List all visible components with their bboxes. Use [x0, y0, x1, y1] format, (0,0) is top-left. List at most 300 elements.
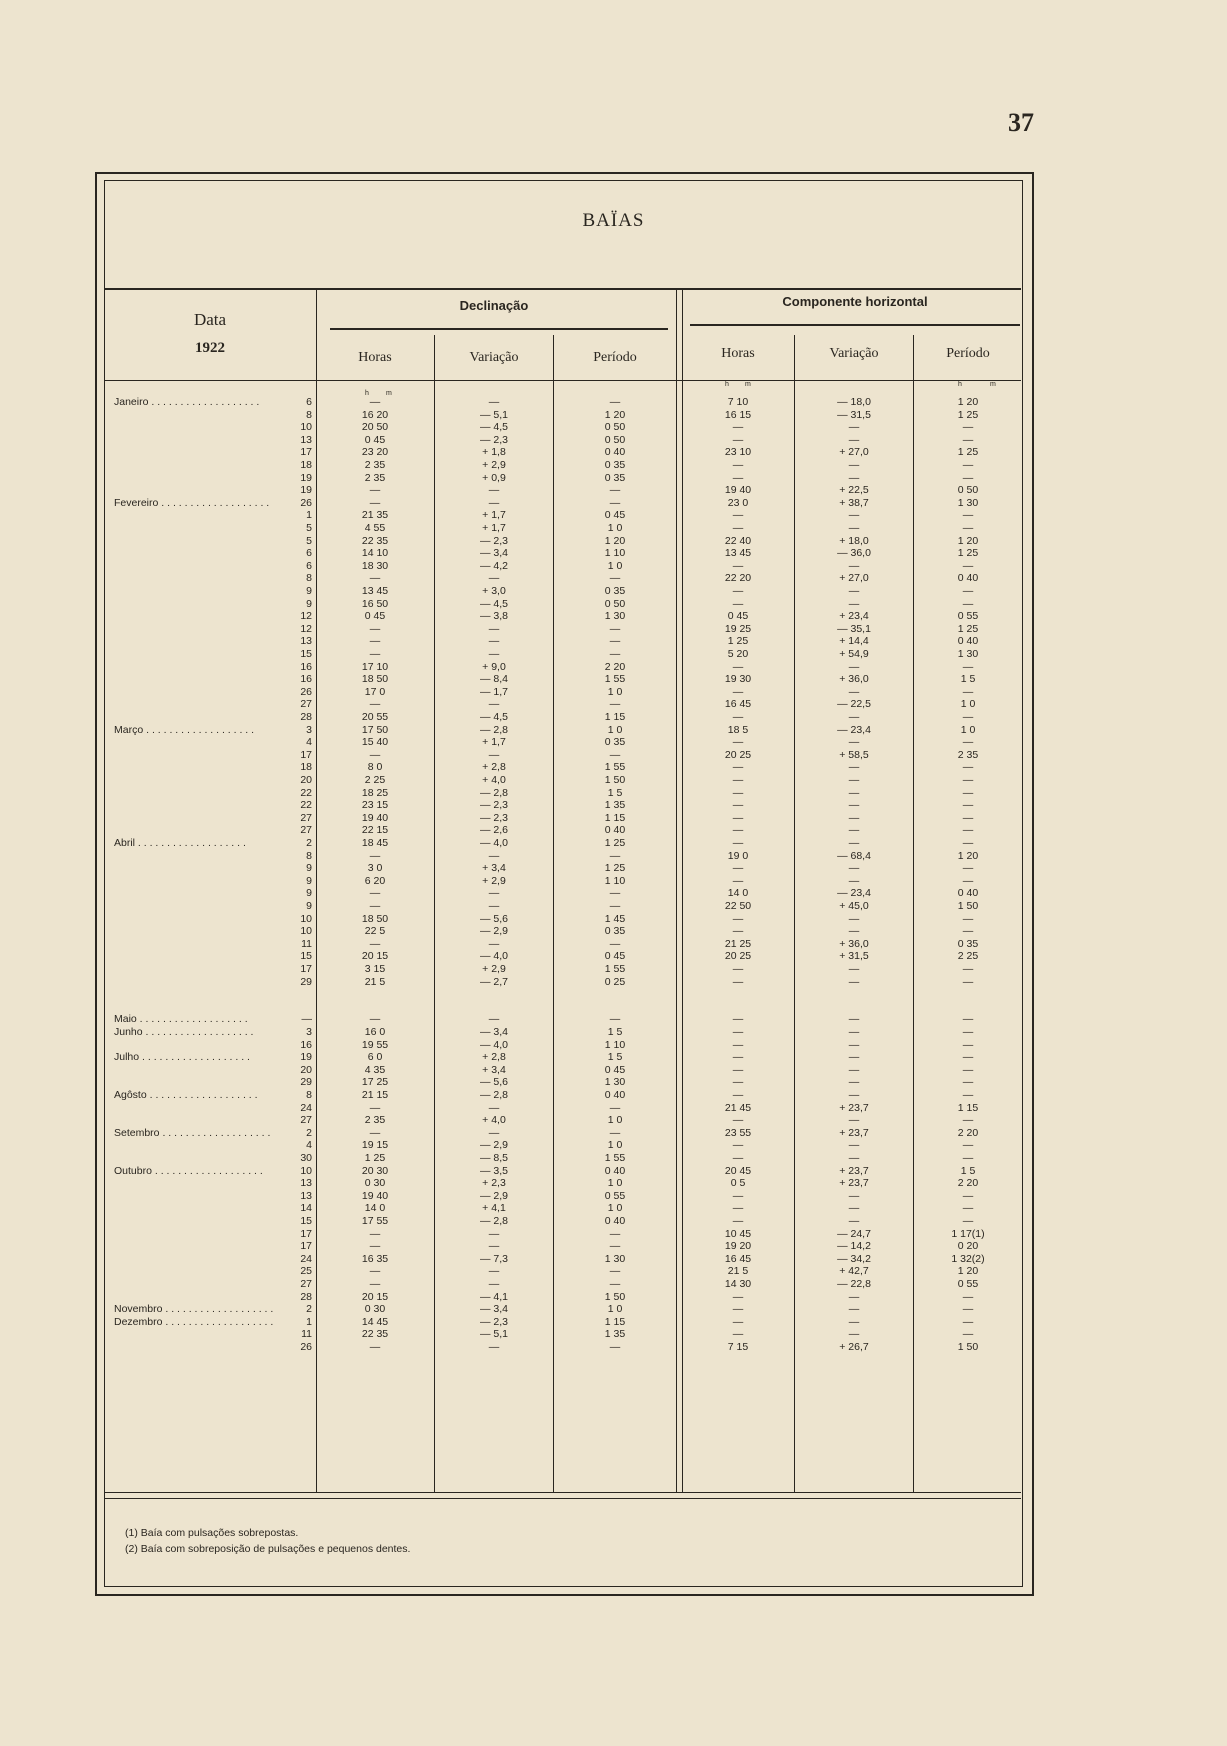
cell-decl-horas: 6 0 — [367, 1051, 383, 1064]
cell-day: 10 — [300, 421, 312, 434]
cell-comp-variacao: — — [848, 1290, 860, 1303]
cell-comp-variacao: — — [848, 1189, 860, 1202]
cell-decl-variacao: — 2,6 — [479, 824, 508, 837]
cell-day: 25 — [300, 1265, 312, 1278]
cell-comp-periodo: 1 20 — [957, 396, 979, 408]
cell-decl-horas: 22 35 — [361, 534, 389, 547]
header-year: 1922 — [195, 340, 225, 356]
unit-m-per: m — [990, 381, 996, 388]
cell-decl-horas: 19 40 — [361, 811, 389, 824]
col-divider-4 — [913, 335, 914, 1492]
cell-comp-variacao: — — [848, 811, 860, 824]
cell-comp-horas: 0 45 — [727, 610, 749, 623]
cell-comp-periodo: 1 25 — [957, 408, 979, 421]
cell-decl-periodo: 1 0 — [607, 685, 623, 698]
month-label: Novembro . . . . . . . . . . . . . . . . . . . — [114, 1303, 274, 1316]
cell-comp-periodo: 1 32(2) — [951, 1252, 985, 1265]
cell-decl-horas: 20 30 — [361, 1164, 389, 1177]
cell-decl-horas: — — [369, 698, 381, 711]
cell-comp-variacao: — — [848, 963, 860, 975]
cell-comp-periodo: 0 55 — [957, 610, 979, 623]
cell-comp-horas: 14 30 — [724, 1278, 752, 1290]
cell-decl-periodo: 1 0 — [607, 559, 623, 572]
cell-decl-horas: 2 35 — [364, 471, 386, 484]
cell-decl-periodo: 1 50 — [604, 774, 626, 786]
cell-day: 29 — [300, 1076, 312, 1089]
cell-decl-variacao: — — [488, 1265, 500, 1278]
cell-comp-periodo: — — [962, 925, 974, 938]
cell-comp-horas: 21 45 — [724, 1101, 752, 1114]
cell-comp-horas: — — [732, 711, 744, 723]
cell-comp-variacao: — — [848, 1013, 860, 1026]
cell-comp-horas: 23 10 — [724, 446, 752, 459]
cell-comp-horas: — — [732, 433, 744, 446]
cell-decl-variacao: — 2,3 — [479, 811, 508, 824]
cell-day: 30 — [300, 1152, 312, 1164]
cell-decl-periodo: — — [609, 484, 621, 497]
cell-comp-horas: 19 20 — [724, 1240, 752, 1253]
cell-comp-horas: — — [732, 1328, 744, 1341]
cell-decl-periodo: — — [609, 635, 621, 648]
cell-comp-horas: 7 15 — [727, 1341, 749, 1353]
cell-comp-variacao: + 26,7 — [839, 1341, 869, 1353]
cell-comp-periodo: — — [962, 799, 974, 812]
cell-comp-horas: 22 50 — [724, 900, 752, 912]
cell-comp-horas: 16 45 — [724, 1252, 752, 1265]
cell-day: 9 — [306, 887, 312, 900]
cell-day: 6 — [306, 396, 312, 408]
cell-decl-periodo: 1 20 — [604, 534, 626, 547]
cell-comp-variacao: — — [848, 975, 860, 988]
cell-comp-periodo: 1 30 — [957, 648, 979, 660]
cell-comp-horas: — — [732, 685, 744, 698]
cell-day: 20 — [300, 774, 312, 786]
cell-comp-variacao: — — [848, 585, 860, 597]
cell-decl-periodo: 1 0 — [607, 1177, 623, 1190]
cell-comp-horas: — — [732, 1315, 744, 1328]
cell-decl-periodo: 1 50 — [604, 1290, 626, 1303]
cell-decl-horas: — — [369, 648, 381, 660]
cell-comp-horas: — — [732, 660, 744, 673]
cell-decl-horas: 16 35 — [361, 1252, 389, 1265]
cell-comp-horas: 23 55 — [724, 1126, 752, 1139]
cell-comp-horas: — — [732, 1202, 744, 1215]
cell-comp-periodo: — — [962, 711, 974, 723]
cell-decl-variacao: + 3,4 — [482, 862, 506, 875]
cell-comp-variacao: — — [848, 786, 860, 799]
month-label: Julho . . . . . . . . . . . . . . . . . . . — [114, 1051, 250, 1064]
cell-decl-periodo: — — [609, 748, 621, 761]
cell-comp-horas: — — [732, 925, 744, 938]
cell-decl-horas: — — [369, 622, 381, 635]
cell-comp-periodo: 1 0 — [960, 698, 976, 711]
cell-decl-horas: 2 25 — [364, 774, 386, 786]
cell-decl-horas: 17 0 — [364, 685, 386, 698]
cell-comp-periodo: 2 35 — [957, 748, 979, 761]
cell-comp-horas: — — [732, 559, 744, 572]
cell-comp-periodo: 1 20 — [957, 849, 979, 862]
cell-comp-variacao: — 23,4 — [837, 887, 871, 900]
cell-comp-periodo: 0 20 — [957, 1240, 979, 1253]
cell-decl-periodo: — — [609, 496, 621, 509]
cell-comp-variacao: — — [848, 1076, 860, 1089]
cell-day: 4 — [306, 736, 312, 749]
cell-comp-variacao: — — [848, 660, 860, 673]
cell-comp-variacao: + 23,7 — [839, 1126, 869, 1139]
cell-decl-variacao: — 3,4 — [479, 1026, 508, 1038]
cell-comp-periodo: — — [962, 837, 974, 849]
col-divider-2 — [553, 335, 554, 1492]
cell-decl-variacao: — — [488, 572, 500, 585]
cell-decl-variacao: — — [488, 1240, 500, 1253]
cell-day: 2 — [306, 1303, 312, 1316]
unit-h-comp: h — [725, 381, 729, 388]
cell-comp-variacao: + 22,5 — [839, 484, 869, 497]
cell-decl-horas: — — [369, 887, 381, 900]
cell-day: 16 — [300, 1038, 312, 1051]
header-horas-decl: Horas — [358, 350, 392, 365]
cell-day: 24 — [300, 1252, 312, 1265]
cell-decl-variacao: — 4,0 — [479, 837, 508, 849]
cell-comp-horas: — — [732, 1038, 744, 1051]
cell-comp-periodo: — — [962, 761, 974, 774]
cell-decl-periodo: 1 30 — [604, 610, 626, 623]
cell-comp-variacao: — 23,4 — [837, 723, 871, 736]
cell-decl-periodo: 1 30 — [604, 1252, 626, 1265]
cell-decl-periodo: 1 0 — [607, 1114, 623, 1127]
cell-day: 18 — [300, 459, 312, 471]
cell-comp-variacao: — — [848, 837, 860, 849]
month-label: Agôsto . . . . . . . . . . . . . . . . . . . — [114, 1089, 258, 1101]
cell-decl-horas: 18 50 — [361, 912, 389, 925]
cell-comp-variacao: + 18,0 — [839, 534, 869, 547]
month-label: Outubro . . . . . . . . . . . . . . . . . . . — [114, 1164, 263, 1177]
cell-decl-horas: 22 5 — [364, 925, 386, 938]
cell-comp-horas: 13 45 — [724, 547, 752, 560]
cell-decl-horas: — — [369, 1101, 381, 1114]
cell-decl-horas: 0 30 — [364, 1177, 386, 1190]
cell-comp-periodo: — — [962, 774, 974, 786]
cell-decl-horas: 18 45 — [361, 837, 389, 849]
month-label: Dezembro . . . . . . . . . . . . . . . . . . . — [114, 1315, 274, 1328]
cell-day: 19 — [300, 484, 312, 497]
cell-decl-periodo: 1 35 — [604, 1328, 626, 1341]
cell-comp-horas: — — [732, 786, 744, 799]
cell-comp-variacao: — — [848, 799, 860, 812]
cell-decl-periodo: 0 40 — [604, 1215, 626, 1227]
cell-day: 1 — [306, 1315, 312, 1328]
cell-comp-horas: — — [732, 522, 744, 534]
cell-decl-horas: 22 15 — [361, 824, 389, 837]
cell-decl-horas: — — [369, 937, 381, 950]
cell-day: 20 — [300, 1063, 312, 1076]
cell-decl-variacao: — 2,9 — [479, 925, 508, 938]
cell-decl-variacao: — — [488, 484, 500, 497]
cell-day: 8 — [306, 1089, 312, 1101]
cell-comp-horas: — — [732, 1303, 744, 1316]
cell-decl-periodo: 1 0 — [607, 723, 623, 736]
cell-decl-periodo: — — [609, 1278, 621, 1290]
cell-comp-variacao: — — [848, 824, 860, 837]
cell-decl-periodo: 1 0 — [607, 1139, 623, 1152]
cell-day: 10 — [300, 925, 312, 938]
cell-decl-horas: 17 50 — [361, 723, 389, 736]
cell-decl-variacao: + 0,9 — [482, 471, 506, 484]
cell-day: 26 — [300, 1341, 312, 1353]
cell-comp-periodo: — — [962, 1063, 974, 1076]
cell-comp-periodo: 1 25 — [957, 622, 979, 635]
cell-decl-variacao: — 7,3 — [479, 1252, 508, 1265]
cell-decl-horas: 6 20 — [364, 874, 386, 887]
cell-decl-horas: 17 25 — [361, 1076, 389, 1089]
cell-decl-variacao: — 4,0 — [479, 1038, 508, 1051]
cell-decl-variacao: — — [488, 496, 500, 509]
cell-comp-horas: — — [732, 421, 744, 434]
cell-comp-periodo: 0 40 — [957, 572, 979, 585]
cell-comp-periodo: 1 15 — [957, 1101, 979, 1114]
cell-decl-horas: — — [369, 1341, 381, 1353]
cell-day: 24 — [300, 1101, 312, 1114]
footnote-2: (2) Baía com sobreposição de pulsações e pequenos dentes. — [125, 1543, 411, 1555]
cell-comp-periodo: — — [962, 1038, 974, 1051]
cell-comp-periodo: — — [962, 585, 974, 597]
cell-decl-periodo: — — [609, 1227, 621, 1240]
cell-decl-horas: 4 55 — [364, 522, 386, 534]
cell-comp-variacao: — — [848, 925, 860, 938]
cell-decl-periodo: 1 15 — [604, 811, 626, 824]
cell-decl-variacao: — — [488, 1278, 500, 1290]
cell-day: 27 — [300, 811, 312, 824]
leader-dots: . . . . . . . . . . . . . . . . . . . — [162, 1315, 274, 1328]
cell-decl-periodo: 1 10 — [604, 874, 626, 887]
cell-decl-horas: 19 40 — [361, 1189, 389, 1202]
page-number: 37 — [1008, 108, 1034, 137]
header-horas-comp: Horas — [721, 346, 755, 361]
cell-decl-periodo: — — [609, 900, 621, 912]
cell-decl-variacao: + 4,0 — [482, 774, 506, 786]
cell-comp-periodo: 0 40 — [957, 887, 979, 900]
cell-comp-variacao: — — [848, 774, 860, 786]
cell-decl-variacao: — — [488, 635, 500, 648]
cell-decl-variacao: — — [488, 849, 500, 862]
cell-comp-periodo: 1 5 — [960, 1164, 976, 1177]
componente-brace — [690, 324, 1020, 331]
cell-decl-variacao: — 3,4 — [479, 547, 508, 560]
cell-decl-horas: 2 35 — [364, 1114, 386, 1127]
cell-decl-horas: — — [369, 396, 381, 408]
cell-decl-variacao: + 2,9 — [482, 874, 506, 887]
cell-comp-horas: — — [732, 837, 744, 849]
cell-comp-variacao: + 23,7 — [839, 1101, 869, 1114]
cell-comp-variacao: + 36,0 — [839, 673, 869, 686]
cell-comp-horas: 23 0 — [727, 496, 749, 509]
cell-comp-variacao: — 24,7 — [837, 1227, 871, 1240]
col-divider-1 — [434, 335, 435, 1492]
cell-decl-horas: 23 15 — [361, 799, 389, 812]
cell-comp-variacao: — 14,2 — [837, 1240, 871, 1253]
cell-decl-variacao: + 9,0 — [482, 660, 506, 673]
cell-decl-variacao: + 4,1 — [482, 1202, 506, 1215]
cell-decl-horas: 18 50 — [361, 673, 389, 686]
cell-comp-variacao: — 68,4 — [837, 849, 871, 862]
cell-decl-variacao: + 1,7 — [482, 522, 506, 534]
cell-comp-horas: 1 25 — [727, 635, 749, 648]
cell-decl-variacao: — 2,3 — [479, 433, 508, 446]
cell-comp-variacao: + 27,0 — [839, 572, 869, 585]
cell-decl-variacao: + 4,0 — [482, 1114, 506, 1127]
cell-decl-horas: — — [369, 572, 381, 585]
header-bottom-rule — [104, 380, 1021, 381]
cell-day: 17 — [300, 963, 312, 975]
cell-decl-variacao: — — [488, 648, 500, 660]
col-divider-3 — [794, 335, 795, 1492]
cell-decl-periodo: — — [609, 887, 621, 900]
cell-decl-periodo: — — [609, 698, 621, 711]
declinacao-brace — [330, 328, 668, 335]
cell-day: 17 — [300, 1227, 312, 1240]
cell-decl-variacao: — — [488, 1101, 500, 1114]
cell-decl-horas: 18 25 — [361, 786, 389, 799]
cell-comp-horas: — — [732, 963, 744, 975]
cell-comp-horas: 21 5 — [727, 1265, 749, 1278]
cell-decl-horas: 21 15 — [361, 1089, 389, 1101]
header-variacao-decl: Variação — [469, 350, 519, 365]
header-periodo-decl: Período — [593, 350, 637, 365]
cell-decl-periodo: 1 55 — [604, 1152, 626, 1164]
cell-comp-periodo: 0 55 — [957, 1278, 979, 1290]
cell-decl-periodo: — — [609, 1013, 621, 1026]
cell-comp-horas: — — [732, 736, 744, 749]
cell-comp-horas: — — [732, 471, 744, 484]
cell-decl-horas: — — [369, 1126, 381, 1139]
cell-decl-variacao: — 1,7 — [479, 685, 508, 698]
col-divider-main — [676, 288, 677, 1492]
cell-decl-variacao: — — [488, 1013, 500, 1026]
cell-comp-periodo: 2 25 — [957, 950, 979, 963]
leader-dots: . . . . . . . . . . . . . . . . . . . — [142, 1026, 254, 1038]
cell-decl-periodo: 0 50 — [604, 433, 626, 446]
cell-decl-horas: 19 15 — [361, 1139, 389, 1152]
cell-comp-variacao: — 35,1 — [837, 622, 871, 635]
cell-decl-horas: — — [369, 496, 381, 509]
cell-comp-periodo: 2 20 — [957, 1177, 979, 1190]
cell-comp-variacao: + 38,7 — [839, 496, 869, 509]
cell-decl-horas: 20 55 — [361, 711, 389, 723]
cell-comp-periodo: 1 20 — [957, 534, 979, 547]
cell-decl-horas: — — [369, 1240, 381, 1253]
cell-day: 11 — [301, 937, 312, 950]
cell-comp-horas: — — [732, 509, 744, 522]
cell-day: 6 — [306, 547, 312, 560]
cell-day: 5 — [306, 534, 312, 547]
cell-comp-variacao: — 31,5 — [837, 408, 871, 421]
cell-decl-variacao: — — [488, 887, 500, 900]
cell-decl-periodo: 1 5 — [607, 1051, 623, 1064]
cell-comp-periodo: 1 5 — [960, 673, 976, 686]
cell-decl-periodo: 1 45 — [604, 912, 626, 925]
cell-decl-variacao: — — [488, 748, 500, 761]
cell-comp-horas: 14 0 — [727, 887, 749, 900]
cell-comp-periodo: — — [962, 559, 974, 572]
cell-comp-periodo: — — [962, 1215, 974, 1227]
cell-decl-horas: — — [369, 484, 381, 497]
cell-decl-horas: 14 45 — [361, 1315, 389, 1328]
cell-day: 16 — [300, 660, 312, 673]
cell-decl-periodo: 0 40 — [604, 824, 626, 837]
cell-comp-variacao: + 54,9 — [839, 648, 869, 660]
cell-decl-periodo: 0 45 — [604, 509, 626, 522]
cell-decl-horas: 0 30 — [364, 1303, 386, 1316]
cell-comp-variacao: — — [848, 685, 860, 698]
unit-m-comp: m — [745, 381, 751, 388]
cell-comp-variacao: — — [848, 597, 860, 610]
cell-decl-variacao: — — [488, 1227, 500, 1240]
cell-day: 1 — [306, 509, 312, 522]
cell-comp-variacao: — — [848, 711, 860, 723]
cell-comp-variacao: — — [848, 433, 860, 446]
cell-decl-variacao: — 2,8 — [479, 1089, 508, 1101]
cell-comp-periodo: 0 35 — [957, 937, 979, 950]
cell-comp-periodo: — — [962, 1051, 974, 1064]
cell-decl-horas: 3 15 — [364, 963, 386, 975]
cell-decl-variacao: + 2,8 — [482, 761, 506, 774]
cell-decl-periodo: 1 0 — [607, 1202, 623, 1215]
cell-comp-horas: — — [732, 1026, 744, 1038]
cell-day: 19 — [300, 1051, 312, 1064]
cell-comp-horas: — — [732, 774, 744, 786]
cell-decl-periodo: 0 35 — [604, 736, 626, 749]
cell-decl-horas: — — [369, 748, 381, 761]
cell-day: 15 — [300, 950, 312, 963]
cell-comp-periodo: 1 50 — [957, 900, 979, 912]
cell-day: 22 — [300, 799, 312, 812]
cell-comp-horas: — — [732, 1189, 744, 1202]
cell-comp-variacao: + 31,5 — [839, 950, 869, 963]
cell-comp-horas: — — [732, 597, 744, 610]
cell-day: 6 — [306, 559, 312, 572]
cell-comp-horas: — — [732, 1013, 744, 1026]
cell-comp-horas: — — [732, 1063, 744, 1076]
cell-decl-horas: 20 15 — [361, 950, 389, 963]
cell-comp-periodo: — — [962, 1114, 974, 1127]
leader-dots: . . . . . . . . . . . . . . . . . . . — [148, 396, 260, 408]
cell-comp-periodo: — — [962, 1076, 974, 1089]
cell-comp-horas: — — [732, 1051, 744, 1064]
cell-day: 15 — [300, 1215, 312, 1227]
cell-comp-periodo: — — [962, 459, 974, 471]
cell-decl-variacao: — 2,8 — [479, 786, 508, 799]
cell-comp-variacao: — — [848, 1139, 860, 1152]
cell-decl-variacao: — 4,1 — [479, 1290, 508, 1303]
cell-comp-variacao: — 22,5 — [837, 698, 871, 711]
cell-decl-periodo: 1 30 — [604, 1076, 626, 1089]
cell-comp-horas: 5 20 — [727, 648, 749, 660]
cell-decl-periodo: 0 55 — [604, 1189, 626, 1202]
cell-comp-periodo: 2 20 — [957, 1126, 979, 1139]
cell-decl-horas: 20 50 — [361, 421, 389, 434]
cell-decl-variacao: — 2,8 — [479, 1215, 508, 1227]
cell-decl-variacao: — 2,8 — [479, 723, 508, 736]
cell-day: 29 — [300, 975, 312, 988]
table-bottom-rule-2 — [104, 1498, 1021, 1499]
cell-decl-variacao: + 1,7 — [482, 509, 506, 522]
cell-decl-variacao: — 2,3 — [479, 799, 508, 812]
leader-dots: . . . . . . . . . . . . . . . . . . . — [151, 1164, 263, 1177]
cell-comp-horas: — — [732, 1152, 744, 1164]
month-label: Setembro . . . . . . . . . . . . . . . . . . . — [114, 1126, 271, 1139]
cell-decl-variacao: — — [488, 937, 500, 950]
cell-decl-periodo: 0 40 — [604, 1089, 626, 1101]
